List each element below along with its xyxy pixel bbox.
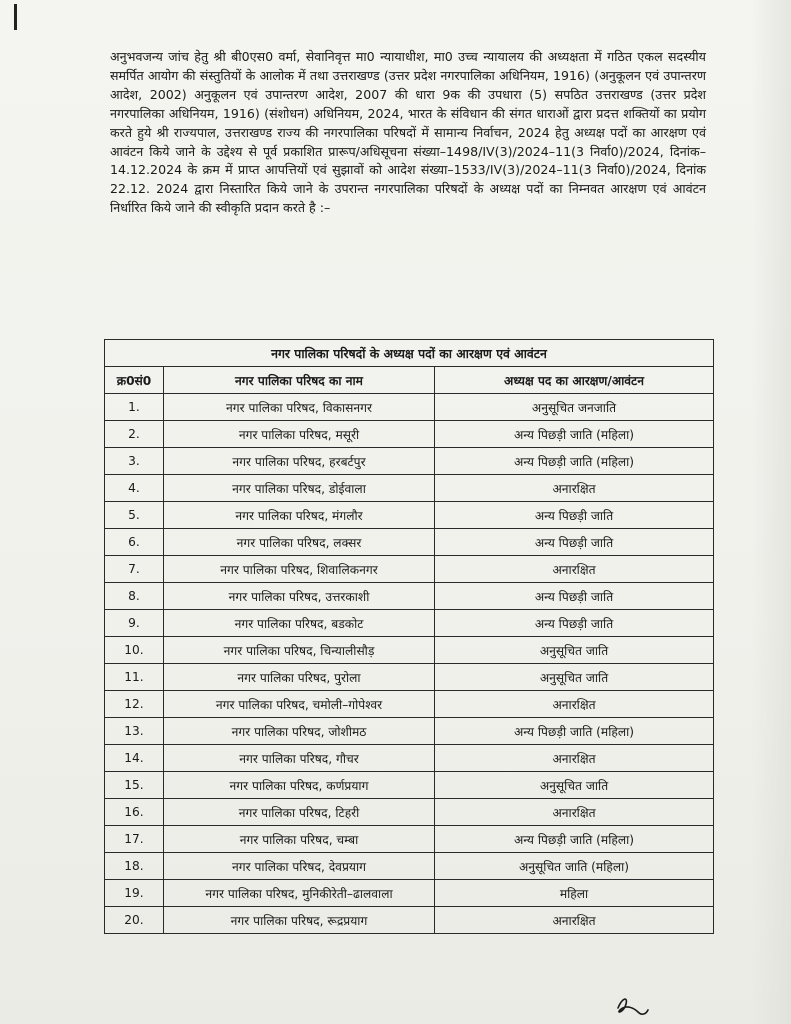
row-serial: 2.: [105, 421, 164, 448]
row-reservation: अन्य पिछड़ी जाति (महिला): [435, 448, 714, 475]
table-row: [105, 745, 714, 772]
row-serial: 16.: [105, 799, 164, 826]
row-serial: 13.: [105, 718, 164, 745]
page-edge-mark: [14, 4, 17, 30]
row-name: नगर पालिका परिषद, मुनिकीरेती–ढालवाला: [164, 880, 435, 907]
row-reservation: अन्य पिछड़ी जाति: [435, 502, 714, 529]
row-reservation: अनुसूचित जाति (महिला): [435, 853, 714, 880]
table-row: [105, 907, 714, 934]
table-row: [105, 448, 714, 475]
table-row: [105, 664, 714, 691]
table-row: [105, 421, 714, 448]
row-name: नगर पालिका परिषद, पुरोला: [164, 664, 435, 691]
row-serial: 5.: [105, 502, 164, 529]
row-serial: 17.: [105, 826, 164, 853]
row-serial: 19.: [105, 880, 164, 907]
row-name: नगर पालिका परिषद, टिहरी: [164, 799, 435, 826]
row-reservation: अन्य पिछड़ी जाति (महिला): [435, 421, 714, 448]
table-row: [105, 610, 714, 637]
table-row: [105, 880, 714, 907]
row-serial: 20.: [105, 907, 164, 934]
row-serial: 4.: [105, 475, 164, 502]
row-serial: 18.: [105, 853, 164, 880]
header-name: नगर पालिका परिषद का नाम: [164, 367, 435, 394]
row-name: नगर पालिका परिषद, कर्णप्रयाग: [164, 772, 435, 799]
row-reservation: अनुसूचित जाति: [435, 664, 714, 691]
row-name: नगर पालिका परिषद, उत्तरकाशी: [164, 583, 435, 610]
table-row: [105, 556, 714, 583]
row-name: नगर पालिका परिषद, मंगलौर: [164, 502, 435, 529]
row-reservation: अनारक्षित: [435, 691, 714, 718]
row-name: नगर पालिका परिषद, चिन्यालीसौड़: [164, 637, 435, 664]
row-reservation: अनारक्षित: [435, 745, 714, 772]
table-row: [105, 502, 714, 529]
header-serial: क्र0सं0: [105, 367, 164, 394]
reservation-table: [104, 339, 714, 934]
row-name: नगर पालिका परिषद, डोईवाला: [164, 475, 435, 502]
row-reservation: अनुसूचित जनजाति: [435, 394, 714, 421]
row-reservation: अन्य पिछड़ी जाति: [435, 610, 714, 637]
row-serial: 1.: [105, 394, 164, 421]
row-name: नगर पालिका परिषद, चम्बा: [164, 826, 435, 853]
table-row: [105, 718, 714, 745]
table-row: [105, 691, 714, 718]
row-name: नगर पालिका परिषद, लक्सर: [164, 529, 435, 556]
row-serial: 11.: [105, 664, 164, 691]
signature-icon: [612, 992, 652, 1018]
row-serial: 8.: [105, 583, 164, 610]
table-row: [105, 583, 714, 610]
row-name: नगर पालिका परिषद, हरबर्टपुर: [164, 448, 435, 475]
row-reservation: अनारक्षित: [435, 475, 714, 502]
row-serial: 6.: [105, 529, 164, 556]
row-serial: 10.: [105, 637, 164, 664]
order-paragraph: अनुभवजन्य जांच हेतु श्री बी0एस0 वर्मा, सेवानिवृत्त मा0 न्यायाधीश, मा0 उच्च न्यायालय की अध्यक्षता में गठित एकल सदस्यीय समर्पित आयोग की संस्तुतियों के आलोक में तथा उत्तराखण्ड (उत्तर प्रदेश नगरपालिका अधिनियम, 1916) (अनुकूलन एवं उपान्तरण आदेश, 2002) अनुकूलन एवं उपान्तरण आदेश, 2007 की धारा 9क की उपधारा (5) सपठित उत्तराखण्ड (उत्तर प्रदेश नगरपालिका अधिनियम, 1916) (संशोधन) अधिनियम, 2024, भारत के संविधान की संगत धाराओं द्वारा प्रदत्त शक्तियों का प्रयोग करते हुये श्री राज्यपाल, उत्तराखण्ड राज्य की नगरपालिका परिषदों में सामान्य निर्वाचन, 2024 हेतु अध्यक्ष पदों का आरक्षण एवं आवंटन किये जाने के उद्देश्य से पूर्व प्रकाशित प्रारूप/अधिसूचना संख्या–1498/IV(3)/2024–11(3 निर्वा0)/2024, दिनांक–14.12.2024 के क्रम में प्राप्त आपत्तियों एवं सुझावों को आदेश संख्या–1533/IV(3)/2024–11(3 निर्वा0)/2024, दिनांक 22.12. 2024 द्वारा निस्तारित किये जाने के उपरान्त नगरपालिका परिषदों के अध्यक्ष पदों का निम्नवत आरक्षण एवं आवंटन निर्धारित किये जाने की स्वीकृति प्रदान करते है :–: [110, 49, 706, 216]
table-title-row: [105, 340, 714, 367]
row-name: नगर पालिका परिषद, विकासनगर: [164, 394, 435, 421]
row-name: नगर पालिका परिषद, रूद्रप्रयाग: [164, 907, 435, 934]
row-serial: 14.: [105, 745, 164, 772]
row-serial: 3.: [105, 448, 164, 475]
table-row: [105, 529, 714, 556]
page-shadow: [751, 0, 791, 1024]
row-serial: 12.: [105, 691, 164, 718]
row-serial: 9.: [105, 610, 164, 637]
table-row: [105, 826, 714, 853]
row-serial: 7.: [105, 556, 164, 583]
row-name: नगर पालिका परिषद, मसूरी: [164, 421, 435, 448]
row-reservation: अन्य पिछड़ी जाति (महिला): [435, 826, 714, 853]
row-reservation: अनुसूचित जाति: [435, 772, 714, 799]
table-header-row: [105, 367, 714, 394]
table-row: [105, 637, 714, 664]
table-row: [105, 475, 714, 502]
table-row: [105, 394, 714, 421]
row-name: नगर पालिका परिषद, बडकोट: [164, 610, 435, 637]
row-name: नगर पालिका परिषद, गौचर: [164, 745, 435, 772]
table-row: [105, 799, 714, 826]
row-name: नगर पालिका परिषद, चमोली–गोपेश्वर: [164, 691, 435, 718]
row-reservation: अन्य पिछड़ी जाति: [435, 529, 714, 556]
row-serial: 15.: [105, 772, 164, 799]
table-row: [105, 772, 714, 799]
header-reservation: अध्यक्ष पद का आरक्षण/आवंटन: [435, 367, 714, 394]
row-reservation: अनारक्षित: [435, 799, 714, 826]
row-name: नगर पालिका परिषद, जोशीमठ: [164, 718, 435, 745]
row-name: नगर पालिका परिषद, देवप्रयाग: [164, 853, 435, 880]
table-title: नगर पालिका परिषदों के अध्यक्ष पदों का आरक्षण एवं आवंटन: [105, 340, 714, 367]
table-body: [105, 394, 714, 934]
row-reservation: अनारक्षित: [435, 556, 714, 583]
row-reservation: महिला: [435, 880, 714, 907]
row-reservation: अन्य पिछड़ी जाति (महिला): [435, 718, 714, 745]
row-reservation: अनुसूचित जाति: [435, 637, 714, 664]
row-reservation: अन्य पिछड़ी जाति: [435, 583, 714, 610]
table-row: [105, 853, 714, 880]
row-reservation: अनारक्षित: [435, 907, 714, 934]
row-name: नगर पालिका परिषद, शिवालिकनगर: [164, 556, 435, 583]
